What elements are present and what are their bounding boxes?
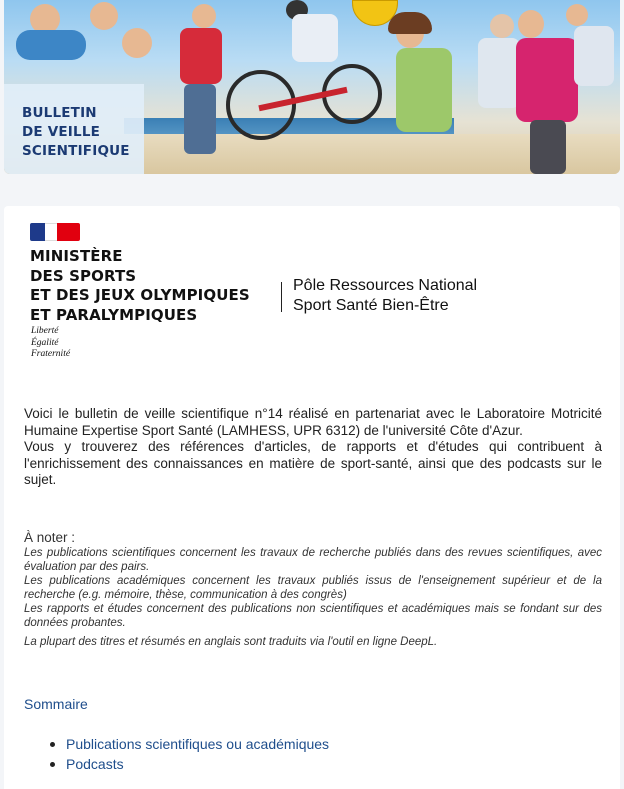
republic-flag-logo [30, 223, 80, 241]
banner-girl-hair [388, 12, 432, 34]
ministry-name [30, 247, 280, 325]
ministry-line: ET DES JEUX OLYMPIQUES [30, 286, 250, 304]
header-banner [4, 0, 620, 174]
note-item: Les publications scientifiques concernent les travaux de recherche publiés dans des revues scientifiques, avec évaluation par des pairs. [24, 547, 602, 573]
sommaire-list [50, 734, 329, 774]
banner-cyclist-body [292, 14, 338, 62]
banner-title-line: DE VEILLE [22, 124, 101, 140]
banner-title-line: SCIENTIFIQUE [22, 143, 130, 159]
flag-blue [30, 223, 45, 241]
note-item: Les rapports et études concernent des publications non scientifiques et académiques mais se fondant sur des données probantes. [24, 603, 602, 629]
note-section [24, 530, 602, 649]
sommaire-link-publications[interactable]: Publications scientifiques ou académiques [50, 734, 329, 754]
intro-paragraph: Vous y trouverez des références d'articles, de rapports et d'études qui contribuent à l'enrichissement des connaissances en matière de sport-santé, ainsi que des podcasts sur le sujet. [24, 439, 602, 487]
content-card [4, 206, 620, 789]
banner-woman-body [180, 28, 222, 84]
banner-title [22, 104, 152, 161]
intro-paragraph: Voici le bulletin de veille scientifique n°14 réalisé en partenariat avec le Laboratoire Motricité Humaine Expertise Sport Santé (LAMHESS, UPR 6312) de l'université Côte d'Azur. [24, 406, 602, 438]
sommaire-link-podcasts[interactable]: Podcasts [50, 754, 329, 774]
motto-line: Liberté [31, 326, 59, 336]
flag-white [45, 223, 57, 241]
banner-woman2-legs [530, 120, 566, 174]
banner-child-head [90, 2, 118, 30]
banner-man-head [566, 4, 588, 26]
pole-line: Sport Santé Bien-Être [293, 297, 449, 314]
intro-text [24, 406, 602, 489]
banner-child-body [16, 30, 86, 60]
motto-line: Fraternité [31, 349, 71, 359]
flag-red [57, 223, 80, 241]
note-item: La plupart des titres et résumés en anglais sont traduits via l'outil en ligne DeepL. [24, 636, 438, 648]
pole-line: Pôle Ressources National [293, 277, 478, 294]
banner-elder-body [478, 38, 520, 108]
republic-motto [31, 326, 70, 361]
banner-elder-head [490, 14, 514, 38]
sommaire-title: Sommaire [24, 696, 88, 712]
note-label: À noter : [24, 530, 76, 545]
ministry-line: MINISTÈRE [30, 247, 123, 265]
banner-girl-body [396, 48, 452, 132]
banner-woman-head [192, 4, 216, 28]
ministry-line: ET PARALYMPIQUES [30, 305, 198, 324]
logo-divider [281, 282, 282, 312]
banner-woman2-body [516, 38, 578, 122]
banner-woman2-head [518, 10, 544, 38]
pole-ressources-name [293, 276, 477, 316]
note-item: Les publications académiques concernent les travaux publiés issus de l'enseignement supérieur et de la recherche (e.g. mémoire, thèse, communication à des congrès) [24, 575, 602, 601]
motto-line: Égalité [31, 337, 59, 348]
banner-child-head [122, 28, 152, 58]
ministry-line: DES SPORTS [30, 266, 137, 285]
banner-title-line: BULLETIN [22, 105, 97, 121]
banner-man-body [574, 26, 614, 86]
banner-woman-legs [184, 84, 216, 154]
